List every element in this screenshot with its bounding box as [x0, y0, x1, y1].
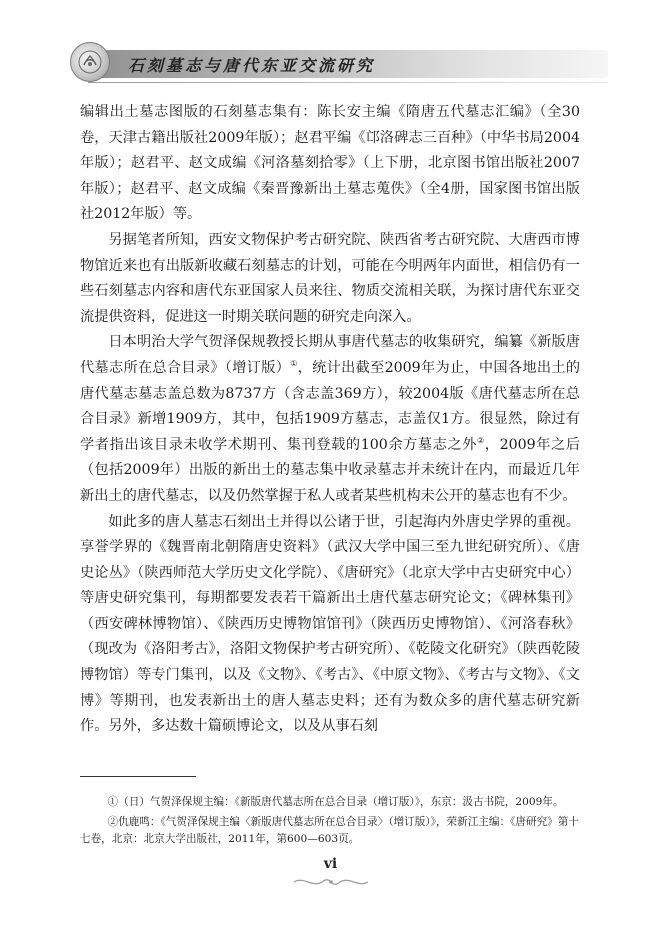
footnote-1: ①（日）气贺泽保规主编：《新版唐代墓志所在总合目录（增订版）》，东京：汲古书院，2009年。 [107, 796, 564, 808]
running-header [70, 40, 610, 84]
paragraph-3-part-c: ，2009年之后（包括2009年）出版的新出土的墓志集中收录墓志并未统计在内，而最近几年新出土的唐代墓志，以及仍然掌握于私人或者某些机构未公开的墓志也有不少。 [80, 436, 581, 504]
main-text [80, 100, 580, 740]
paragraph-2: 另据笔者所知，西安文物保护考古研究院、陕西省考古研究院、大唐西市博物馆近来也有出版新收藏石刻墓志的计划，可能在今明两年内面世，相信仍有一些石刻墓志内容和唐代东亚国家人员来往、物质交流相关联，为探讨唐代东亚交流提供资料，促进这一时期关联问题的研究走向深入。 [80, 231, 580, 325]
ornament-icon [292, 874, 370, 894]
paragraph-3 [80, 330, 580, 509]
book-emblem-icon [70, 42, 110, 82]
paragraph-1: 编辑出土墓志图版的石刻墓志集有：陈长安主编《隋唐五代墓志汇编》（全30卷，天津古籍出版社2009年版）；赵君平编《邙洛碑志三百种》（中华书局2004年版）；赵君平、赵文成编《河洛墓刻拾零》（上下册，北京图书馆出版社2007年版）；赵君平、赵文成编《秦晋豫新出土墓志蒐佚》（全4册，国家图书馆出版社2012年版）等。 [80, 104, 580, 223]
page-number: vi [323, 856, 338, 872]
paragraph-3-part-a: 日本明治大学气贺泽保规教授长期从事唐代墓志的收集研究，编纂《新版唐代墓志所在总合目录》（增订版） [80, 334, 580, 376]
footnote-ref-2[interactable]: ② [477, 435, 485, 445]
paragraph-3-part-b: ，统计出截至2009年为止，中国各地出土的唐代墓志墓志盖总数为8737方（含志盖369方），较2004版《唐代墓志所在总合目录》新增1909方，其中，包括1909方墓志，志盖仅1方。很显然，除过有学者指出该目录未收学术期刊、集刊登载的100余方墓志之外 [80, 359, 581, 453]
footnote-ref-1[interactable]: ① [290, 358, 298, 368]
footnote-divider [80, 776, 196, 777]
paragraph-4: 如此多的唐人墓志石刻出土并得以公诸于世，引起海内外唐史学界的重视。享誉学界的《魏晋南北朝隋唐史资料》（武汉大学中国三至九世纪研究所）、《唐史论丛》（陕西师范大学历史文化学院）、《唐研究》（北京大学中古史研究中心）等唐史研究集刊，每期都要发表若干篇新出土唐代墓志研究论文；《碑林集刊》（西安碑林博物馆）、《陕西历史博物馆馆刊》（陕西历史博物馆）、《河洛春秋》（现改为《洛阳考古》，洛阳文物保护考古研究所）、《乾陵文化研究》（陕西乾陵博物馆）等专门集刊，以及《文物》、《考古》、《中原文物》、《考古与文物》、《文博》等期刊，也发表新出土的唐人墓志史料；还有为数众多的唐代墓志研究新作。另外，多达数十篇硕博论文，以及从事石刻 [80, 513, 580, 735]
header-title: 石刻墓志与唐代东亚交流研究 [128, 56, 376, 75]
footnote-2: ②仇鹿鸣：《气贺泽保规主编〈新版唐代墓志所在总合目录〉（增订版）》，荣新江主编：《唐研究》第十七卷，北京：北京大学出版社，2011年，第600—603页。 [80, 816, 579, 845]
footnotes [80, 794, 580, 851]
